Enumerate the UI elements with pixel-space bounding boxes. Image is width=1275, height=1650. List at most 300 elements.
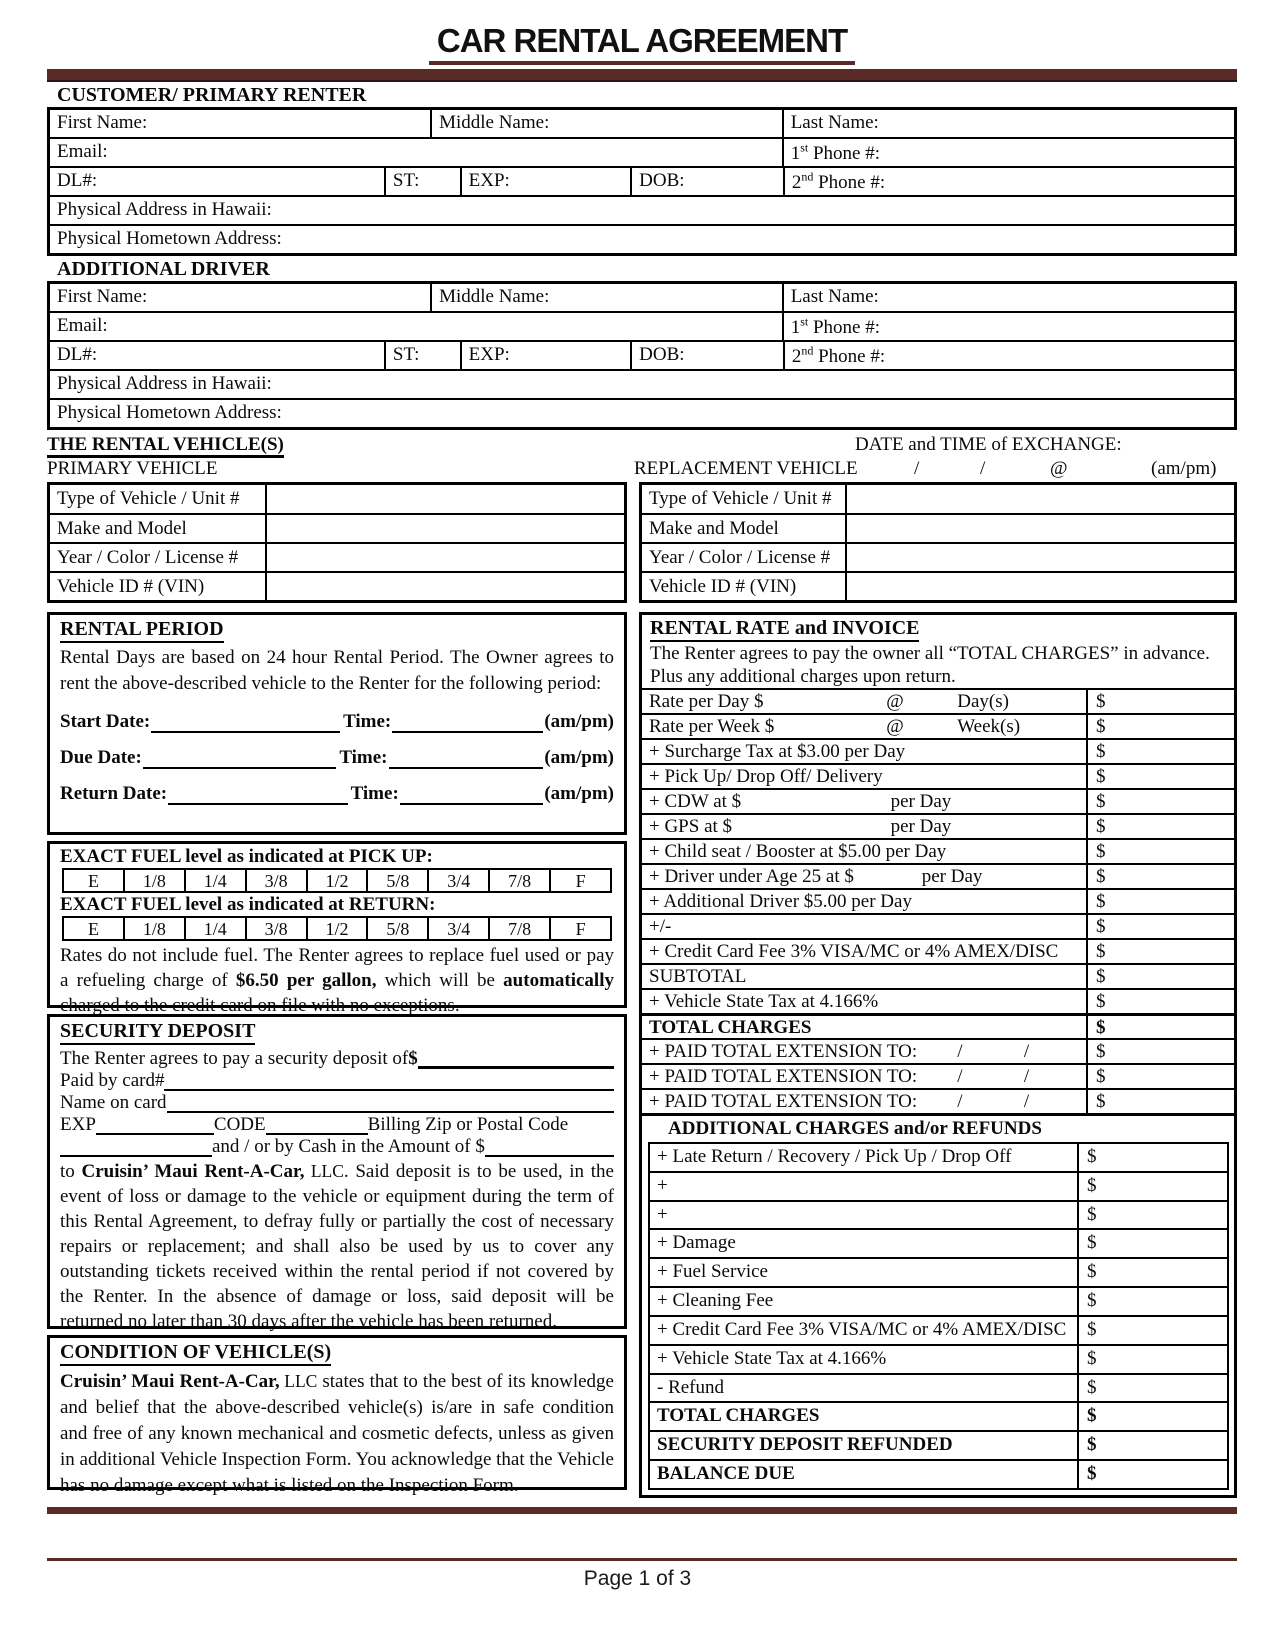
table-row <box>50 137 1234 166</box>
vehicle-vin-label: Vehicle ID # (VIN) <box>642 573 847 600</box>
amount-cell[interactable] <box>1077 1230 1227 1257</box>
amount-cell[interactable] <box>1086 740 1234 763</box>
table-row <box>642 542 1234 571</box>
accent-bar-top <box>47 69 1237 82</box>
dollar-sign: $ <box>1096 1017 1106 1038</box>
dollar-sign: $ <box>1096 791 1106 812</box>
dollar-sign: $ <box>1086 1232 1097 1254</box>
fuel-note: Rates do not include fuel. The Renter agrees to replace fuel used or pay a refueling charge of $6.50 per gallon, which will be automatically charged to the credit card on file with no exceptions. <box>60 945 614 1016</box>
card-exp-row <box>60 1113 614 1135</box>
driver-section-header: ADDITIONAL DRIVER <box>57 258 270 280</box>
table-row <box>50 542 624 571</box>
middle-name-field[interactable] <box>430 284 782 311</box>
row-label: + Additional Driver $5.00 per Day <box>649 891 912 912</box>
table-row <box>50 513 624 542</box>
phone2-label: 2nd Phone #: <box>791 170 886 194</box>
page-content <box>47 0 1237 1514</box>
exchange-label: DATE and TIME of EXCHANGE: <box>855 434 1122 455</box>
blank-charge-row <box>650 1200 1227 1229</box>
late-return-row <box>650 1144 1227 1171</box>
table-row <box>50 369 1234 398</box>
per-day-label: per Day <box>921 866 983 887</box>
table-row <box>642 571 1234 600</box>
row-label: + Credit Card Fee 3% VISA/MC or 4% AMEX/DISC <box>649 941 1059 962</box>
row-label: + Late Return / Recovery / Pick Up / Drop Off <box>657 1146 1012 1167</box>
start-time-input-line[interactable] <box>392 713 543 733</box>
vehicle-make-field[interactable] <box>267 515 624 542</box>
vehicle-vin-field[interactable] <box>847 573 1234 600</box>
exp-label: EXP: <box>468 344 510 365</box>
fuel-return-table <box>62 916 612 941</box>
fuel-level-cell[interactable]: 1/8 <box>123 918 184 939</box>
fuel-level-cell[interactable]: 3/4 <box>427 870 488 891</box>
additional-charges-header: ADDITIONAL CHARGES and/or REFUNDS <box>642 1113 1234 1142</box>
replacement-vehicle-table <box>639 482 1237 603</box>
vehicle-type-field[interactable] <box>847 485 1234 513</box>
phone2-label: 2nd Phone #: <box>791 344 886 368</box>
amount-cell[interactable] <box>1077 1173 1227 1200</box>
phone1-label: 1st Phone #: <box>790 315 880 339</box>
security-deposit-box <box>47 1014 627 1332</box>
dollar-sign: $ <box>1096 991 1106 1012</box>
vehicle-make-field[interactable] <box>847 515 1234 542</box>
dollar-sign: $ <box>1086 1405 1097 1427</box>
unit-label: Day(s) <box>957 691 1009 712</box>
amount-cell[interactable] <box>1077 1144 1227 1171</box>
subtotal-row <box>642 963 1234 988</box>
dollar-sign: $ <box>1086 1290 1097 1312</box>
date-slash: / <box>957 1041 963 1062</box>
cash-amount-row <box>60 1135 614 1157</box>
refund-row <box>650 1373 1227 1402</box>
dollar-sign: $ <box>1086 1463 1097 1485</box>
vehicle-vin-field[interactable] <box>267 573 624 600</box>
amount-cell[interactable] <box>1086 1040 1234 1063</box>
fuel-pickup-header: EXACT FUEL level as indicated at PICK UP: <box>60 846 433 867</box>
card-code-label: CODE <box>213 1114 266 1135</box>
billing-zip-label: Billing Zip or Postal Code <box>367 1114 569 1135</box>
time-label: Time: <box>339 747 388 768</box>
fuel-level-cell[interactable]: 3/8 <box>245 870 306 891</box>
row-label: + Vehicle State Tax at 4.166% <box>649 991 879 1012</box>
row-label: + Credit Card Fee 3% VISA/MC or 4% AMEX/DISC <box>657 1318 1067 1340</box>
vehicle-make-label: Make and Model <box>642 515 847 542</box>
phone2-field[interactable] <box>783 168 1234 195</box>
cleaning-fee-row <box>650 1286 1227 1315</box>
card-number-input-line[interactable] <box>164 1075 614 1091</box>
row-label: + PAID TOTAL EXTENSION TO: <box>649 1091 918 1112</box>
dl-label: DL#: <box>57 170 98 191</box>
unit-label: Week(s) <box>957 716 1021 737</box>
vehicle-year-field[interactable] <box>267 544 624 571</box>
amount-cell[interactable] <box>1077 1346 1227 1373</box>
dollar-sign: $ <box>1086 1376 1097 1398</box>
exchange-date-slash: / <box>914 458 920 479</box>
table-row <box>50 166 1234 195</box>
row-label: +/- <box>649 916 672 937</box>
billing-zip-input-line[interactable] <box>60 1141 212 1157</box>
cash-amount-input-line[interactable] <box>485 1141 614 1157</box>
dollar-sign: $ <box>1086 1434 1097 1456</box>
vehicle-type-label: Type of Vehicle / Unit # <box>50 485 267 513</box>
row-label: Rate per Week $ <box>649 716 775 737</box>
amount-cell[interactable] <box>1086 915 1234 938</box>
hometown-address-label: Physical Hometown Address: <box>57 228 282 249</box>
replacement-vehicle-label: REPLACEMENT VEHICLE <box>634 458 858 479</box>
under-age-driver-row <box>642 863 1234 888</box>
table-row <box>50 485 624 513</box>
vehicle-type-field[interactable] <box>267 485 624 513</box>
rental-period-box <box>47 612 627 835</box>
at-sign: @ <box>886 691 904 712</box>
amount-cell[interactable] <box>1086 815 1234 838</box>
fuel-level-cell[interactable]: 1/2 <box>306 918 367 939</box>
fuel-pickup-table <box>62 868 612 893</box>
amount-cell[interactable] <box>1086 1016 1234 1038</box>
vehicle-vin-label: Vehicle ID # (VIN) <box>50 573 267 600</box>
amount-cell[interactable] <box>1086 1090 1234 1113</box>
row-label: BALANCE DUE <box>657 1463 795 1485</box>
exchange-ampm-label: (am/pm) <box>1151 458 1217 479</box>
dollar-sign: $ <box>1096 691 1106 712</box>
row-label: + Driver under Age 25 at $ <box>649 866 854 887</box>
first-name-label: First Name: <box>57 112 148 133</box>
left-column <box>47 612 627 1498</box>
hawaii-address-field[interactable] <box>50 197 1234 224</box>
table-row <box>50 110 1234 137</box>
customer-table <box>47 107 1237 256</box>
amount-cell[interactable] <box>1077 1461 1227 1488</box>
accent-bar-bottom <box>47 1507 1237 1514</box>
customer-section-header: CUSTOMER/ PRIMARY RENTER <box>57 84 367 106</box>
invoice-box <box>639 612 1237 1498</box>
deposit-amount-row <box>60 1047 614 1069</box>
return-time-input-line[interactable] <box>400 785 544 805</box>
dollar-sign: $ <box>1086 1347 1097 1369</box>
deposit-amount-input-line[interactable] <box>418 1053 614 1069</box>
damage-row <box>650 1228 1227 1257</box>
amount-cell[interactable] <box>1086 765 1234 788</box>
email-field[interactable] <box>50 313 782 340</box>
date-slash: / <box>957 1091 963 1112</box>
fuel-level-cell[interactable]: 1/2 <box>306 870 367 891</box>
row-label: + <box>657 1203 668 1225</box>
last-name-label: Last Name: <box>790 112 879 133</box>
amount-cell[interactable] <box>1086 990 1234 1013</box>
due-date-label: Due Date: <box>60 747 142 768</box>
email-label: Email: <box>57 141 108 162</box>
table-row <box>50 284 1234 311</box>
date-slash: / <box>1023 1041 1030 1062</box>
row-label: + Child seat / Booster at $5.00 per Day <box>649 841 947 862</box>
phone1-field[interactable] <box>782 139 1234 166</box>
dollar-sign: $ <box>1096 1091 1106 1112</box>
vehicle-year-label: Year / Color / License # <box>642 544 847 571</box>
amount-cell[interactable] <box>1077 1288 1227 1315</box>
middle-name-label: Middle Name: <box>439 112 550 133</box>
row-label: + Damage <box>657 1232 736 1254</box>
footer-rule <box>47 1558 1237 1561</box>
vehicle-year-field[interactable] <box>847 544 1234 571</box>
row-label: TOTAL CHARGES <box>649 1017 812 1038</box>
row-label: SECURITY DEPOSIT REFUNDED <box>657 1434 953 1456</box>
condition-box <box>47 1335 627 1496</box>
dollar-sign: $ <box>1096 1041 1106 1062</box>
due-time-input-line[interactable] <box>389 749 544 769</box>
fuel-level-cell[interactable]: 3/8 <box>245 918 306 939</box>
primary-vehicle-label: PRIMARY VEHICLE <box>47 458 218 479</box>
exp-label: EXP: <box>468 170 510 191</box>
dollar-sign: $ <box>1096 741 1106 762</box>
pickup-dropoff-row <box>642 763 1234 788</box>
dollar-sign: $ <box>1086 1318 1097 1340</box>
dob-label: DOB: <box>639 170 685 191</box>
return-date-input-line[interactable] <box>168 785 347 805</box>
state-field[interactable] <box>384 342 460 369</box>
exchange-at-sign: @ <box>1050 458 1068 479</box>
deposit-amount-label: The Renter agrees to pay a security deposit of <box>60 1048 409 1069</box>
fuel-level-cell[interactable]: 1/4 <box>184 918 245 939</box>
dob-label: DOB: <box>639 344 685 365</box>
hometown-address-field[interactable] <box>50 226 1234 253</box>
email-label: Email: <box>57 315 108 336</box>
invoice-header: RENTAL RATE and INVOICE <box>650 617 919 642</box>
ampm-label: (am/pm) <box>544 711 614 732</box>
exchange-date-slash: / <box>980 458 986 479</box>
row-label: + GPS at $ <box>649 816 733 837</box>
start-date-input-line[interactable] <box>151 713 340 733</box>
amount-cell[interactable] <box>1077 1317 1227 1344</box>
at-sign: @ <box>886 716 904 737</box>
credit-card-fee-row <box>650 1315 1227 1344</box>
first-name-label: First Name: <box>57 286 148 307</box>
phone1-field[interactable] <box>782 313 1234 340</box>
table-row <box>50 311 1234 340</box>
table-row <box>50 398 1234 427</box>
amount-cell[interactable] <box>1086 715 1234 738</box>
row-label: + Surcharge Tax at $3.00 per Day <box>649 741 906 762</box>
amount-cell[interactable] <box>1077 1202 1227 1229</box>
hawaii-address-field[interactable] <box>50 371 1234 398</box>
state-field[interactable] <box>384 168 460 195</box>
cdw-row <box>642 788 1234 813</box>
table-row <box>50 571 624 600</box>
fuel-level-cell[interactable]: 5/8 <box>366 870 427 891</box>
row-label: SUBTOTAL <box>649 966 747 987</box>
cash-amount-label: and / or by Cash in the Amount of $ <box>212 1136 485 1157</box>
condition-paragraph: Cruisin’ Maui Rent-A-Car, LLC states that to the best of its knowledge and belief that the above-described vehicle(s) is/are in safe condition and free of any known mechanical and cosmetic defects, unless as given in additional Vehicle Inspection Form. You acknowledge that the Vehicle has no damage except what is listed on the Inspection Form. <box>60 1371 614 1496</box>
date-slash: / <box>957 1066 963 1087</box>
main-columns <box>47 612 1237 1498</box>
fuel-level-cell[interactable]: 1/8 <box>123 870 184 891</box>
amount-cell[interactable] <box>1086 865 1234 888</box>
fuel-level-cell[interactable]: E <box>87 871 99 891</box>
row-label: + Fuel Service <box>657 1261 768 1283</box>
return-date-label: Return Date: <box>60 783 168 804</box>
blank-charge-row <box>650 1171 1227 1200</box>
table-row <box>50 340 1234 369</box>
invoice-header-wrap <box>642 615 1234 642</box>
paid-extension-row <box>642 1088 1234 1113</box>
vehicle-tables <box>47 482 1237 603</box>
dollar-sign: $ <box>1096 941 1106 962</box>
dollar-sign: $ <box>1096 841 1106 862</box>
fuel-level-cell[interactable]: 5/8 <box>366 918 427 939</box>
vehicles-section-header: THE RENTAL VEHICLE(S) <box>47 434 284 458</box>
date-slash: / <box>1023 1091 1030 1112</box>
driver-table <box>47 281 1237 430</box>
dollar-sign: $ <box>408 1048 418 1069</box>
rental-period-header: RENTAL PERIOD <box>60 618 224 643</box>
first-name-field[interactable] <box>50 284 430 311</box>
dollar-sign: $ <box>1096 716 1106 737</box>
row-label: Rate per Day $ <box>649 691 764 712</box>
balance-due-row <box>650 1459 1227 1488</box>
last-name-field[interactable] <box>782 110 1234 137</box>
invoice-intro-line2: Plus any additional charges upon return. <box>650 666 956 687</box>
hometown-address-label: Physical Hometown Address: <box>57 402 282 423</box>
row-label: + Vehicle State Tax at 4.166% <box>657 1347 887 1369</box>
page-number: Page 1 of 3 <box>583 1567 692 1590</box>
start-date-label: Start Date: <box>60 711 151 732</box>
start-date-row <box>60 711 614 733</box>
per-day-label: per Day <box>890 791 952 812</box>
condition-header: CONDITION OF VEHICLE(S) <box>60 1341 331 1366</box>
middle-name-label: Middle Name: <box>439 286 550 307</box>
fuel-level-box <box>47 841 627 1016</box>
amount-cell[interactable] <box>1086 1065 1234 1088</box>
primary-vehicle-table <box>47 482 627 603</box>
table-row <box>50 224 1234 253</box>
security-deposit-header: SECURITY DEPOSIT <box>60 1020 255 1045</box>
fuel-level-cell[interactable]: 3/4 <box>427 918 488 939</box>
due-date-input-line[interactable] <box>143 749 337 769</box>
amount-cell[interactable] <box>1086 940 1234 963</box>
last-name-label: Last Name: <box>790 286 879 307</box>
state-label: ST: <box>392 344 420 365</box>
title-wrap <box>47 22 1237 64</box>
middle-name-field[interactable] <box>430 110 782 137</box>
paid-extension-row <box>642 1063 1234 1088</box>
dollar-sign: $ <box>1086 1174 1097 1196</box>
state-tax-row <box>642 988 1234 1013</box>
dollar-sign: $ <box>1086 1203 1097 1225</box>
time-label: Time: <box>350 783 399 804</box>
dob-field[interactable] <box>630 342 783 369</box>
dollar-sign: $ <box>1086 1261 1097 1283</box>
card-code-input-line[interactable] <box>266 1119 368 1135</box>
due-date-row <box>60 747 614 769</box>
row-label: + <box>657 1174 668 1196</box>
fuel-level-cell[interactable]: E <box>87 919 99 939</box>
dollar-sign: $ <box>1096 916 1106 937</box>
first-name-field[interactable] <box>50 110 430 137</box>
plus-minus-row <box>642 913 1234 938</box>
amount-cell[interactable] <box>1086 690 1234 713</box>
date-slash: / <box>1023 1066 1030 1087</box>
last-name-field[interactable] <box>782 284 1234 311</box>
vehicles-header-row <box>47 434 1237 458</box>
security-deposit-paragraph: to Cruisin’ Maui Rent-A-Car, LLC. Said deposit is to be used, in the event of loss or damage to the vehicle or equipment during the term of this Rental Agreement, to defray fully or partially the cost of necessary repairs or replacement; and shall also be used by us to cover any outstanding tickets received within the rental period if not covered by the Renter. In the absence of damage or loss, said deposit will be returned no later than 30 days after the vehicle has been returned. <box>60 1161 614 1332</box>
fuel-level-cell[interactable]: F <box>549 870 610 891</box>
amount-cell[interactable] <box>1086 965 1234 988</box>
dollar-sign: $ <box>1096 1066 1106 1087</box>
phone2-field[interactable] <box>783 342 1234 369</box>
fuel-level-cell[interactable]: 7/8 <box>488 870 549 891</box>
fuel-level-cell[interactable]: 1/4 <box>184 870 245 891</box>
dollar-sign: $ <box>1086 1146 1097 1167</box>
amount-cell[interactable] <box>1077 1403 1227 1430</box>
fuel-level-cell[interactable]: F <box>549 918 610 939</box>
amount-cell[interactable] <box>1086 840 1234 863</box>
table-row <box>50 195 1234 224</box>
exp-field[interactable] <box>460 342 630 369</box>
page-title: CAR RENTAL AGREEMENT <box>429 22 855 65</box>
total-charges-row <box>642 1013 1234 1038</box>
row-label: + Cleaning Fee <box>657 1290 774 1312</box>
ampm-label: (am/pm) <box>544 747 614 768</box>
hometown-address-field[interactable] <box>50 400 1234 427</box>
card-name-input-line[interactable] <box>167 1097 614 1113</box>
dob-field[interactable] <box>630 168 783 195</box>
fuel-service-row <box>650 1257 1227 1286</box>
dollar-sign: $ <box>1096 866 1106 887</box>
invoice-intro-line1: The Renter agrees to pay the owner all “TOTAL CHARGES” in advance. <box>650 643 1210 664</box>
dollar-sign: $ <box>1096 966 1106 987</box>
rate-per-day-row <box>642 688 1234 713</box>
exp-field[interactable] <box>460 168 630 195</box>
hawaii-address-label: Physical Address in Hawaii: <box>57 199 272 220</box>
state-tax-row <box>650 1344 1227 1373</box>
row-label: + Pick Up/ Drop Off/ Delivery <box>649 766 883 787</box>
surcharge-tax-row <box>642 738 1234 763</box>
dl-field[interactable] <box>50 168 384 195</box>
vehicle-year-label: Year / Color / License # <box>50 544 267 571</box>
row-label: - Refund <box>657 1376 725 1398</box>
rate-per-week-row <box>642 713 1234 738</box>
amount-cell[interactable] <box>1077 1432 1227 1459</box>
hawaii-address-label: Physical Address in Hawaii: <box>57 373 272 394</box>
paid-extension-row <box>642 1038 1234 1063</box>
vehicle-make-label: Make and Model <box>50 515 267 542</box>
return-date-row <box>60 783 614 805</box>
dl-label: DL#: <box>57 344 98 365</box>
email-field[interactable] <box>50 139 782 166</box>
amount-cell[interactable] <box>1086 790 1234 813</box>
dollar-sign: $ <box>1096 766 1106 787</box>
table-row <box>642 485 1234 513</box>
vehicle-type-label: Type of Vehicle / Unit # <box>642 485 847 513</box>
dollar-sign: $ <box>1096 816 1106 837</box>
table-row <box>642 513 1234 542</box>
amount-cell[interactable] <box>1086 890 1234 913</box>
dollar-sign: $ <box>1096 891 1106 912</box>
card-name-label: Name on card <box>60 1092 167 1113</box>
card-number-label: Paid by card# <box>60 1070 165 1091</box>
ampm-label: (am/pm) <box>544 783 614 804</box>
additional-driver-row <box>642 888 1234 913</box>
additional-charges-table <box>648 1142 1229 1490</box>
fuel-return-header: EXACT FUEL level as indicated at RETURN: <box>60 894 436 915</box>
amount-cell[interactable] <box>1077 1259 1227 1286</box>
dl-field[interactable] <box>50 342 384 369</box>
rental-period-intro: Rental Days are based on 24 hour Rental Period. The Owner agrees to rent the above-described vehicle to the Renter for the following period: <box>60 647 614 694</box>
amount-cell[interactable] <box>1077 1375 1227 1402</box>
per-day-label: per Day <box>890 816 952 837</box>
fuel-level-cell[interactable]: 7/8 <box>488 918 549 939</box>
row-label: + CDW at $ <box>649 791 742 812</box>
card-exp-input-line[interactable] <box>96 1119 214 1135</box>
